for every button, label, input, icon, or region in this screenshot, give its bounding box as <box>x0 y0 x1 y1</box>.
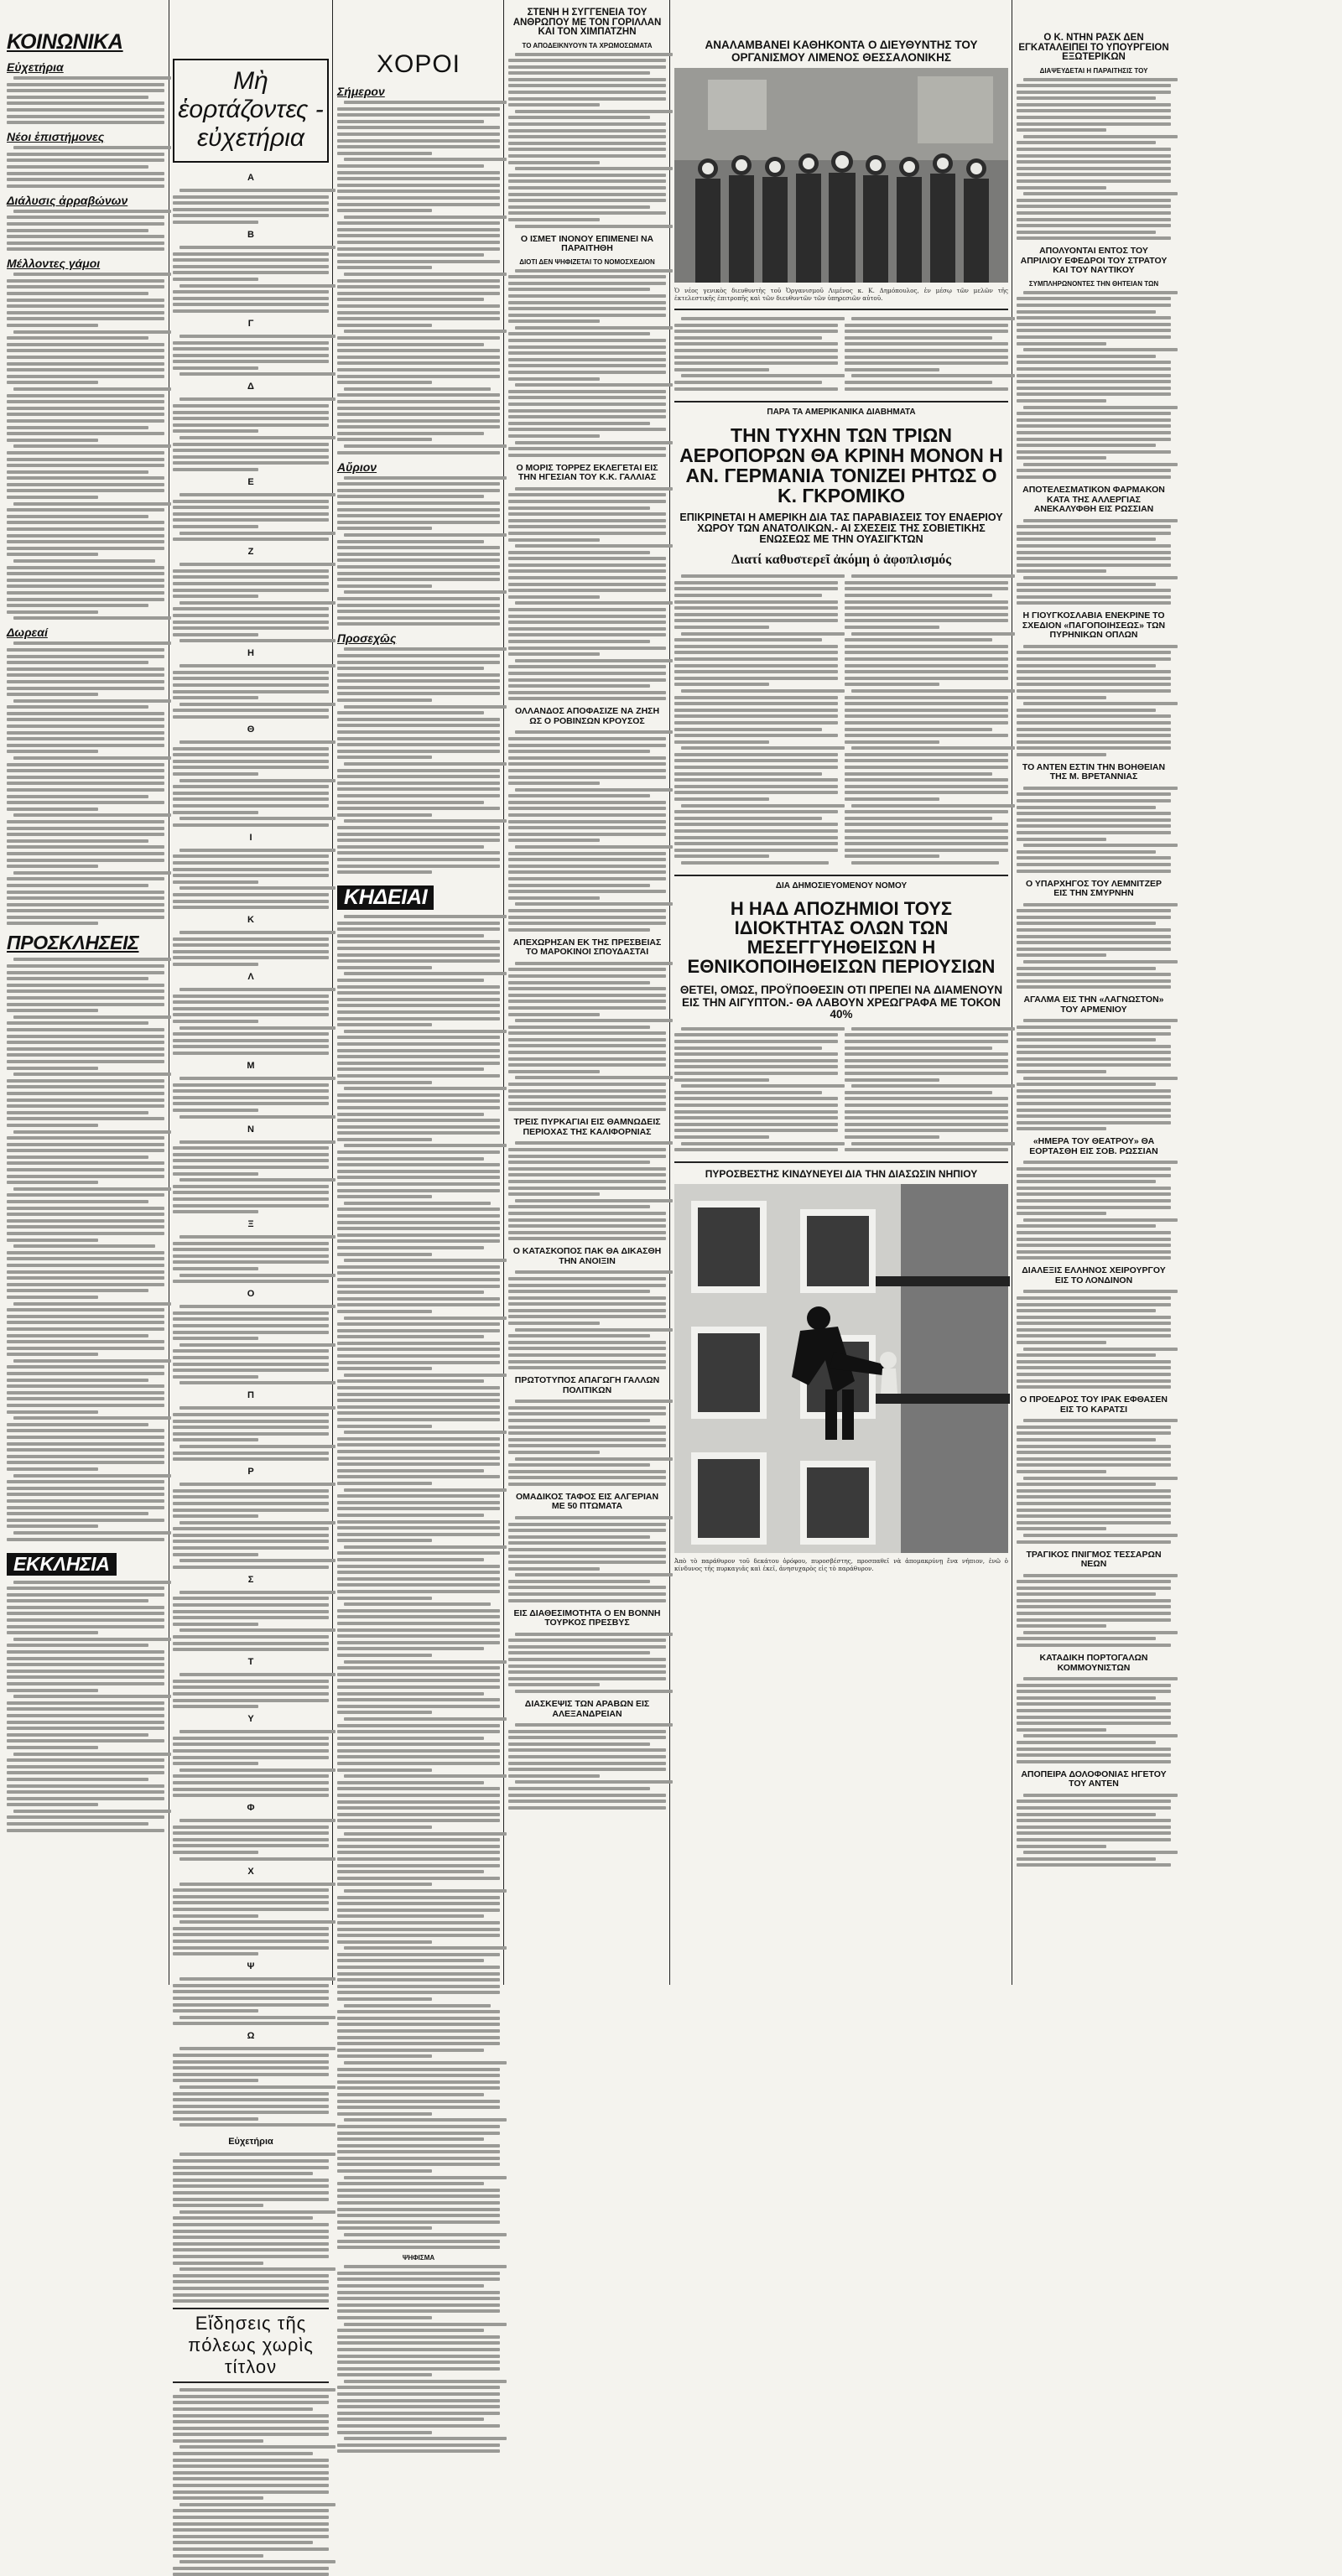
letter-heading: Β <box>247 229 254 240</box>
heading-psifisma: ΨΗΦΙΣΜΑ <box>402 2254 435 2262</box>
headline-aden: ΤΟ ΑΝΤΕΝ ΕΣΤΙΝ ΤΗΝ ΒΟΗΘΕΙΑΝ ΤΗΣ Μ. ΒΡΕΤΑΝΝΙΑΣ <box>1022 761 1166 782</box>
headline-egypt: Η ΗΑΔ ΑΠΟΖΗΜΙΟΙ ΤΟΥΣ ΙΔΙΟΚΤΗΤΑΣ ΟΛΩΝ ΤΩΝ ΜΕΣΕΓΓΥΗΘΕΙΣΩΝ Η ΕΘΝΙΚΟΠΟΙΗΘΕΙΣΩΝ ΠΕΡΙΟΥΣΙΩΝ <box>687 897 996 978</box>
body-text-block <box>508 487 666 701</box>
building-fire-illustration <box>674 1184 1008 1553</box>
letter-heading: Υ <box>247 1714 254 1725</box>
headline-california: ΤΡΕΙΣ ΠΥΡΚΑΓΙΑΙ ΕΙΣ ΘΑΜΝΩΔΕΙΣ ΠΕΡΙΟΧΑΣ ΤΗΣ ΚΑΛΙΦΟΡΝΙΑΣ <box>513 1117 661 1137</box>
column-foreign <box>1017 0 1171 1985</box>
headline-port: ΑΝΑΛΑΜΒΑΝΕΙ ΚΑΘΗΚΟΝΤΑ Ο ΔΙΕΥΘΥΝΤΗΣ ΤΟΥ ΟΡΓΑΝΙΣΜΟΥ ΛΙΜΕΝΟΣ ΘΕΣΣΑΛΟΝΙΚΗΣ <box>705 39 978 64</box>
body-text-block <box>1017 1019 1171 1130</box>
divider <box>674 401 1008 402</box>
section-kideiai: ΚΗΔΕΙΑΙ <box>337 886 434 910</box>
body-text-block <box>508 730 666 931</box>
body-text-block <box>173 1483 329 1569</box>
headline-rusk: Ο Κ. ΝΤΗΝ ΡΑΣΚ ΔΕΝ ΕΓΚΑΤΑΛΕΙΠΕΙ ΤΟ ΥΠΟΥΡΓΕΙΟΝ ΕΞΩΤΕΡΙΚΩΝ <box>1018 33 1169 62</box>
body-text-block <box>173 849 329 909</box>
body-text-block <box>674 317 838 391</box>
headline-torrez: Ο ΜΟΡΙΣ ΤΟΡΡΕΖ ΕΚΛΕΓΕΤΑΙ ΕΙΣ ΤΗΝ ΗΓΕΣΙΑΝ ΤΟΥ Κ.Κ. ΓΑΛΛΙΑΣ <box>516 462 658 483</box>
section-koinonika: ΚΟΙΝΩΝΙΚΑ <box>7 30 123 54</box>
body-text-block <box>1017 519 1171 605</box>
headline-statue: ΑΓΑΛΜΑ ΕΙΣ ΤΗΝ «ΛΑΓΝΩΣΤΟΝ» ΤΟΥ ΑΡΜΕΝΙΟΥ <box>1023 995 1164 1015</box>
body-text-block <box>173 931 329 966</box>
body-text-block <box>7 146 164 188</box>
headline-inonu: Ο ΙΣΜΕΤ ΙΝΟΝΟΥ ΕΠΙΜΕΝΕΙ ΝΑ ΠΑΡΑΙΤΗΘΗ <box>520 233 654 254</box>
section-ekklisia: ΕΚΚΛΗΣΙΑ <box>7 1553 117 1576</box>
headline-reservists: ΑΠΟΛΥΟΝΤΑΙ ΕΝΤΟΣ ΤΟΥ ΑΠΡΙΛΙΟΥ ΕΦΕΔΡΟΙ ΤΟΥ ΣΤΡΑΤΟΥ ΚΑΙ ΤΟΥ ΝΑΥΤΙΚΟΥ <box>1020 246 1168 276</box>
headline-iraq: Ο ΠΡΟΕΔΡΟΣ ΤΟΥ ΙΡΑΚ ΕΦΘΑΣΕΝ ΕΙΣ ΤΟ ΚΑΡΑΤΣΙ <box>1020 1394 1168 1415</box>
body-text-block <box>173 246 329 313</box>
body-text-block <box>845 317 1008 391</box>
column-rule <box>503 0 504 1985</box>
body-text-block <box>1017 1161 1171 1259</box>
body-text-block <box>508 962 666 1112</box>
body-text-block <box>1017 78 1171 241</box>
body-text-block <box>173 988 329 1055</box>
letter-heading: Γ <box>247 318 254 329</box>
gromyko-article <box>674 573 1008 870</box>
body-text-block <box>173 1883 329 1956</box>
letter-heading: Ο <box>247 1289 255 1300</box>
headline-spy: Ο ΚΑΤΑΣΚΟΠΟΣ ΠΑΚ ΘΑ ΔΙΚΑΣΘΗ ΤΗΝ ΑΝΟΙΞΙΝ <box>512 1246 662 1266</box>
body-text-block <box>337 2265 500 2453</box>
body-text-block <box>173 1305 329 1384</box>
column-nameday <box>173 0 329 2378</box>
headline-grave: ΟΜΑΔΙΚΟΣ ΤΑΦΟΣ ΕΙΣ ΑΛΓΕΡΙΑΝ ΜΕ 50 ΠΤΩΜΑΤΑ <box>515 1491 659 1512</box>
body-text-block <box>508 1400 666 1486</box>
body-text-block <box>337 476 500 626</box>
letter-heading: Ι <box>249 832 252 843</box>
body-text-block <box>173 493 329 541</box>
body-text-block <box>173 1140 329 1214</box>
heading-gamoi: Μέλλοντες γάμοι <box>7 257 101 271</box>
subhead-gromyko: ΕΠΙΚΡΙΝΕΤΑΙ Η ΑΜΕΡΙΚΗ ΔΙΑ ΤΑΣ ΠΑΡΑΒΙΑΣΕΙΣ ΤΟΥ ΕΝΑΕΡΙΟΥ ΧΩΡΟΥ ΤΩΝ ΑΝΑΤΟΛΙΚΩΝ.- ΑΙ ΣΧΕΣΕΙΣ ΤΗΣ ΣΟΒΙΕΤΙΚΗΣ ΕΝΩΣΕΩΣ ΜΕ ΤΗΝ ΟΥΑΣΙΓΚΤΩΝ <box>679 512 1003 546</box>
column-rule <box>332 0 333 1985</box>
heading-avrion: Αὔριον <box>337 460 377 474</box>
body-text-block <box>1017 1677 1171 1763</box>
body-text-block <box>173 2047 329 2127</box>
letter-heading: Ν <box>247 1124 254 1135</box>
letter-heading: Χ <box>247 1866 254 1877</box>
heading-dorea: Δωρεαί <box>7 626 48 640</box>
column-social <box>7 0 164 1985</box>
body-text-block <box>173 1673 329 1708</box>
subhead-inonu: ΔΙΟΤΙ ΔΕΝ ΨΗΦΙΖΕΤΑΙ ΤΟ ΝΟΜΟΣΧΕΔΙΟΝ <box>519 257 655 266</box>
body-text-block <box>173 397 329 471</box>
divider <box>674 875 1008 876</box>
body-text-block <box>508 1723 666 1810</box>
group-photo-illustration <box>674 68 1008 283</box>
subhead-rusk: ΔΙΑΨΕΥΔΕΤΑΙ Η ΠΑΡΑΙΤΗΣΙΣ ΤΟΥ <box>1039 66 1148 75</box>
heading-eyxetiria: Εὐχετήρια <box>7 60 64 74</box>
headline-surgeon: ΔΙΑΛΕΞΙΣ ΕΛΛΗΝΟΣ ΧΕΙΡΟΥΡΓΟΥ ΕΙΣ ΤΟ ΛΟΝΔΙΝΟΝ <box>1022 1265 1166 1285</box>
body-text-block <box>674 574 838 865</box>
kicker-law: ΔΙΑ ΔΗΜΟΣΙΕΥΟΜΕΝΟΥ ΝΟΜΟΥ <box>775 880 908 891</box>
letter-heading: Μ <box>247 1061 255 1071</box>
letter-heading: Ρ <box>247 1467 254 1478</box>
letter-heading: Ψ <box>247 1961 255 1972</box>
headline-allergy: ΑΠΟΤΕΛΕΣΜΑΤΙΚΟΝ ΦΑΡΜΑΚΟΝ ΚΑΤΑ ΤΗΣ ΑΛΛΕΡΓΙΑΣ ΑΝΕΚΑΛΥΦΘΗ ΕΙΣ ΡΩΣΣΙΑΝ <box>1022 485 1165 515</box>
body-text-block <box>173 664 329 719</box>
body-text-block <box>1017 1574 1171 1648</box>
headline-drowning: ΤΡΑΓΙΚΟΣ ΠΝΙΓΜΟΣ ΤΕΣΣΑΡΩΝ ΝΕΩΝ <box>1026 1549 1162 1569</box>
headline-assassination: ΑΠΟΠΕΙΡΑ ΔΟΛΟΦΟΝΙΑΣ ΗΓΕΤΟΥ ΤΟΥ ΑΝΤΕΝ <box>1021 1768 1167 1789</box>
letter-heading: Η <box>247 648 254 659</box>
body-text-block <box>845 1027 1008 1151</box>
section-prosklisis: ΠΡΟΣΚΛΗΣΕΙΣ <box>7 932 139 954</box>
body-text-block <box>1017 1419 1171 1543</box>
body-text-block <box>173 1406 329 1461</box>
letter-heading: Δ <box>247 382 254 392</box>
kicker-american: ΠΑΡΑ ΤΑ ΑΜΕΡΙΚΑΝΙΚΑ ΔΙΑΒΗΜΑΤΑ <box>767 407 916 417</box>
headline-ambassador: ΕΙΣ ΔΙΑΘΕΣΙΜΟΤΗΤΑ Ο ΕΝ ΒΟΝΝΗ ΤΟΥΡΚΟΣ ΠΡΕΣΒΥΣ <box>513 1607 661 1628</box>
column-world-news <box>508 0 666 1985</box>
headline-maroc: ΑΠΕΧΩΡΗΣΑΝ ΕΚ ΤΗΣ ΠΡΕΣΒΕΙΑΣ ΤΟ ΜΑΡΟΚΙΝΟΙ ΣΠΟΥΔΑΣΤΑΙ <box>512 937 662 958</box>
body-text-block <box>508 1516 666 1602</box>
photo-port-officials <box>674 68 1008 283</box>
body-text-block <box>1017 645 1171 756</box>
letter-heading: Ω <box>247 2031 255 2042</box>
headline-arabs: ΔΙΑΣΚΕΨΙΣ ΤΩΝ ΑΡΑΒΩΝ ΕΙΣ ΑΛΕΞΑΝΔΡΕΙΑΝ <box>524 1699 650 1719</box>
title-nameday: Μὴ ἑορτάζοντες - εὐχετήρια <box>173 59 329 163</box>
body-text-block <box>173 335 329 377</box>
body-text-block <box>7 1581 164 1832</box>
divider <box>674 309 1008 310</box>
body-text-block <box>173 740 329 827</box>
letter-heading: Π <box>247 1390 254 1401</box>
letter-heading: Ε <box>247 477 254 487</box>
headline-theatre: «ΗΜΕΡΑ ΤΟΥ ΘΕΑΤΡΟΥ» ΘΑ ΕΟΡΤΑΣΘΗ ΕΙΣ ΣΟΒ. ΡΩΣΣΙΑΝ <box>1029 1136 1158 1156</box>
body-text-block <box>337 915 500 2249</box>
letter-heading: Τ <box>247 1657 254 1668</box>
subhead-gorilla: ΤΟ ΑΠΟΔΕΙΚΝΥΟΥΝ ΤΑ ΧΡΩΜΟΣΩΜΑΤΑ <box>522 41 653 49</box>
headline-robinson: ΟΛΛΑΝΔΟΣ ΑΠΟΦΑΣΙΖΕ ΝΑ ΖΗΣΗ ΩΣ Ο ΡΟΒΙΝΣΩΝ ΚΡΟΥΣΟΣ <box>514 706 660 726</box>
body-text-block <box>1017 787 1171 873</box>
body-text-block <box>508 1141 666 1240</box>
letter-heading: Ζ <box>247 547 254 558</box>
column-dances <box>337 0 500 2262</box>
headline-lemnitzer: Ο ΥΠΑΡΧΗΓΟΣ ΤΟΥ ΛΕΜΝΙΤΖΕΡ ΕΙΣ ΤΗΝ ΣΜΥΡΝΗΝ <box>1025 878 1163 899</box>
title-city-news: Εἴδησεις τῆς πόλεως χωρὶς τίτλον <box>173 2308 329 2383</box>
letter-heading: Φ <box>247 1803 255 1814</box>
subhead-egypt: ΘΕΤΕΙ, ΟΜΩΣ, ΠΡΟΫΠΟΘΕΣΙΝ ΟΤΙ ΠΡΕΠΕΙ ΝΑ ΔΙΑΜΕΝΟΥΝ ΕΙΣ ΤΗΝ ΑΙΓΥΠΤΟΝ.- ΘΑ ΛΑΒΟΥΝ ΧΡΕΩΓΡΑΦΑ ΜΕ ΤΟΚΟΝ 40% <box>679 984 1003 1021</box>
body-text-block <box>508 269 666 457</box>
body-text-block <box>845 574 1008 865</box>
body-text-block <box>173 1730 329 1797</box>
body-text-block <box>508 1270 666 1369</box>
heading-neoi: Νέοι ἐπιστήμονες <box>7 130 105 144</box>
headline-portugal: ΚΑΤΑΔΙΚΗ ΠΟΡΤΟΓΑΛΩΝ ΚΟΜΜΟΥΝΙΣΤΩΝ <box>1039 1653 1148 1673</box>
letter-heading: Σ <box>247 1574 254 1585</box>
letter-heading: Α <box>247 173 254 183</box>
letter-heading: Θ <box>247 724 255 735</box>
body-text-block <box>1017 903 1171 989</box>
body-text-block <box>7 641 164 925</box>
column-front <box>674 0 1008 1985</box>
body-text-block <box>173 2388 329 2576</box>
egypt-article <box>674 1026 1008 1156</box>
headline-kidnap: ΠΡΩΤΟΤΥΠΟΣ ΑΠΑΓΩΓΗ ΓΑΛΛΩΝ ΠΟΛΙΤΙΚΩΝ <box>514 1375 660 1395</box>
body-text-block <box>173 1235 329 1283</box>
divider <box>674 1161 1008 1163</box>
body-text-block <box>337 101 500 454</box>
body-text-block <box>674 1027 838 1151</box>
body-text-block <box>7 273 164 620</box>
column-rule <box>669 0 670 1985</box>
heading-prosexos: Προσεχῶς <box>337 631 397 646</box>
body-text-block <box>173 563 329 642</box>
caption-port-photo: Ὁ νέος γενικὸς διευθυντὴς τοῦ Ὀργανισμοῦ Λιμένος κ. Κ. Δημόπουλος, ἐν μέσῳ τῶν μελῶν τῆς ἐκτελεστικῆς ἐπιτροπῆς καὶ τῶν διευθυντῶν τῶν ὑπηρεσιῶν αὐτοῦ. <box>674 287 1008 302</box>
subhead-reservists: ΣΥΜΠΛΗΡΩΝΟΝΤΕΣ ΤΗΝ ΘΗΤΕΙΑΝ ΤΩΝ <box>1028 279 1159 288</box>
body-text-block <box>508 1633 666 1693</box>
letter-heading: Ξ <box>247 1219 254 1230</box>
heading-eyxetiria2: Εὐχετήρια <box>228 2137 273 2148</box>
headline-gorilla: ΣΤΕΝΗ Η ΣΥΓΓΕΝΕΙΑ ΤΟΥ ΑΝΘΡΩΠΟΥ ΜΕ ΤΟΝ ΓΟΡΙΛΛΑΝ ΚΑΙ ΤΟΝ ΧΙΜΠΑΤΖΗΝ <box>512 8 662 37</box>
body-text-block <box>7 958 164 1540</box>
body-text-block <box>7 76 164 124</box>
body-text-block <box>508 53 666 228</box>
body-text-block <box>337 647 500 874</box>
body-text-block <box>173 1591 329 1651</box>
headline-firefighter: ΠΥΡΟΣΒΕΣΤΗΣ ΚΙΝΔΥΝΕΥΕΙ ΔΙΑ ΤΗΝ ΔΙΑΣΩΣΙΝ ΝΗΠΙΟΥ <box>705 1168 978 1181</box>
body-text-block <box>173 189 329 224</box>
headline-yugoslavia: Η ΓΙΟΥΓΚΟΣΛΑΒΙΑ ΕΝΕΚΡΙΝΕ ΤΟ ΣΧΕΔΙΟΝ «ΠΑΓΟΠΟΙΗΣΕΩΣ» ΤΩΝ ΠΥΡΗΝΙΚΩΝ ΟΠΛΩΝ <box>1022 610 1166 641</box>
headline-gromyko: ΤΗΝ ΤΥΧΗΝ ΤΩΝ ΤΡΙΩΝ ΑΕΡΟΠΟΡΩΝ ΘΑ ΚΡΙΝΗ ΜΟΝΟΝ Η ΑΝ. ΓΕΡΜΑΝΙΑ ΤΟΝΙΖΕΙ ΡΗΤΩΣ Ο Κ. ΓΚΡΟΜΙΚΟ <box>679 423 1003 506</box>
body-text-block <box>1017 1794 1171 1867</box>
body-text-block <box>173 1819 329 1861</box>
photo-firefighter <box>674 1184 1008 1553</box>
letter-heading: Κ <box>247 915 254 926</box>
heading-arravones: Διάλυσις ἀρραβώνων <box>7 193 128 207</box>
body-text-block <box>1017 1290 1171 1389</box>
body-text-block <box>173 2153 329 2303</box>
body-text-block <box>1017 291 1171 479</box>
letter-heading: Λ <box>247 972 254 983</box>
heading-simeron: Σήμερον <box>337 85 385 98</box>
port-article <box>674 315 1008 396</box>
caption-firefighter: Ἀπὸ τὸ παράθυρον τοῦ δεκάτου ὀρόφου, πυροσβέστης, προσπαθεῖ νὰ ἀπομακρύνῃ ἕνα νήπιον, ἐνῶ ὁ κίνδυνος τῆς πυρκαγιᾶς καὶ ἐκεῖ, ἀνησυχαρὸς εἰς τὸ παράθυρον. <box>674 1556 1008 1572</box>
body-text-block <box>173 1977 329 2025</box>
body-text-block <box>7 210 164 252</box>
deck-disarmament: Διατί καθυστερεῖ ἀκόμη ὁ ἀφοπλισμός <box>731 553 952 568</box>
title-xoroi: ΧΟΡΟΙ <box>376 50 461 78</box>
body-text-block <box>173 1077 329 1119</box>
